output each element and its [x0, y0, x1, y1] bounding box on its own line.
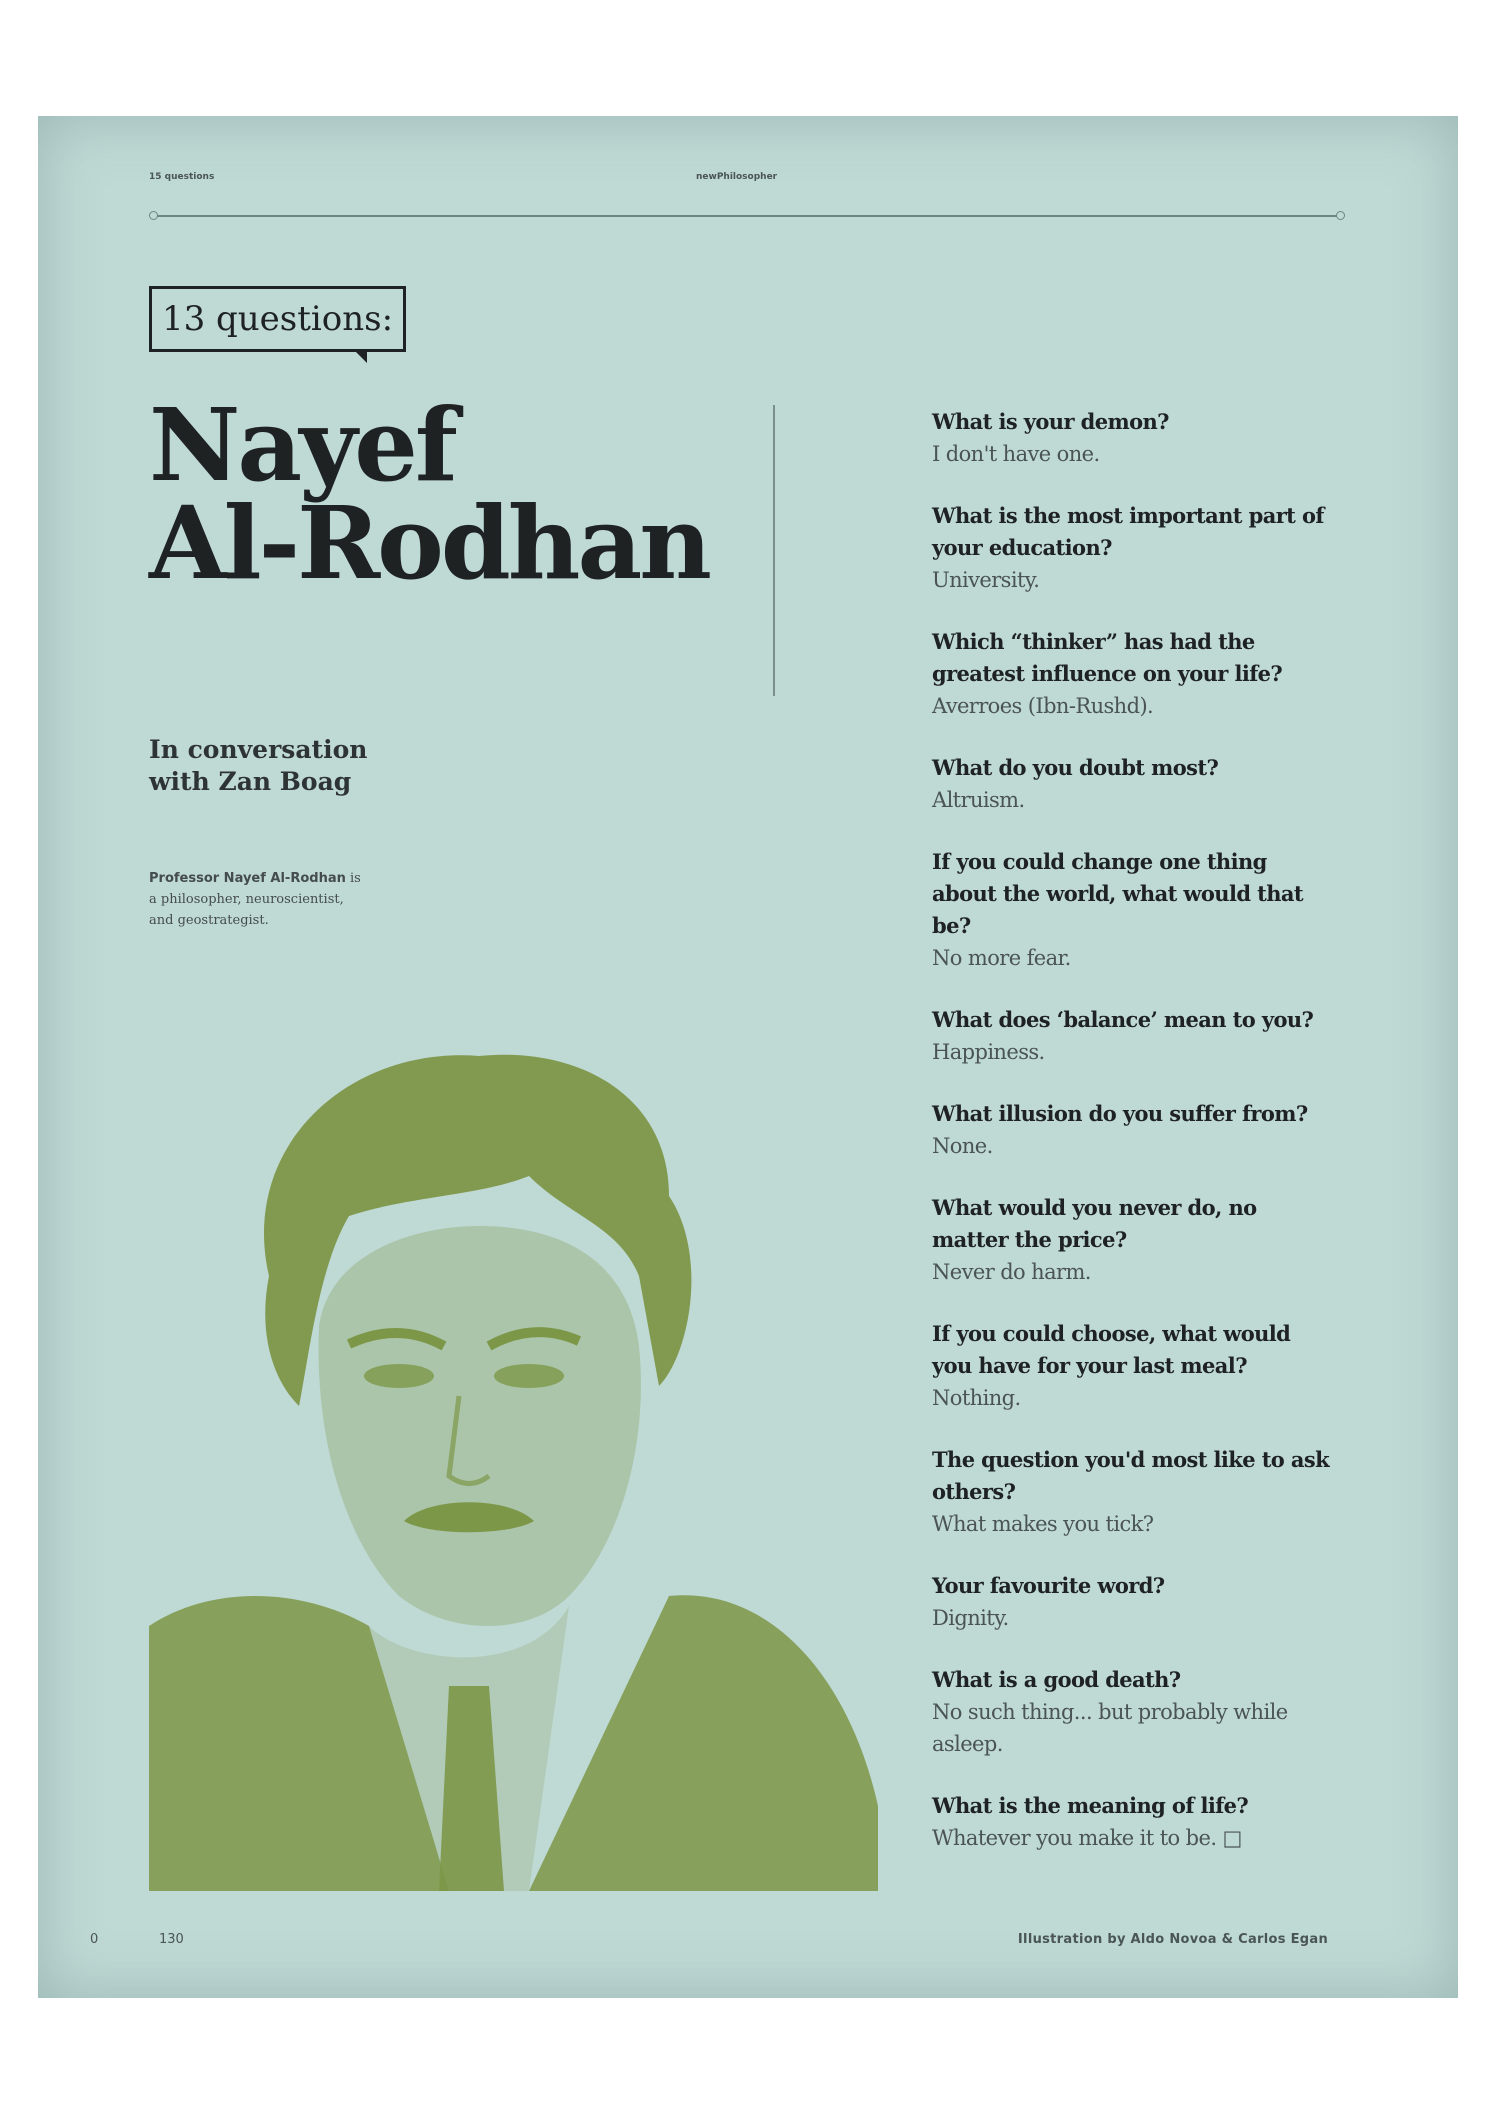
question: The question you'd most like to ask others? [932, 1447, 1330, 1504]
answer: Altruism. [932, 788, 1025, 812]
magazine-page [38, 116, 1458, 1998]
bio-name: Professor Nayef Al-Rodhan [149, 871, 346, 886]
qa-item [932, 1444, 1332, 1540]
question: Which “thinker” has had the greatest influence on your life? [932, 629, 1283, 686]
rule-endpoint-right [1336, 211, 1345, 220]
bio-text: is a philosopher, neuroscientist, and geostrategist. [149, 871, 361, 928]
question: What is a good death? [932, 1667, 1181, 1692]
question: What do you doubt most? [932, 755, 1219, 780]
jacket [149, 1596, 449, 1891]
face [319, 1226, 641, 1626]
question: If you could change one thing about the world, what would that be? [932, 849, 1304, 938]
magazine-header: newPhilosopher [696, 172, 778, 182]
header-rule [155, 215, 1340, 217]
question: What would you never do, no matter the price? [932, 1195, 1257, 1252]
answer: What makes you tick? [932, 1512, 1154, 1536]
qa-item [932, 846, 1332, 974]
section-header: 15 questions [149, 172, 215, 182]
qa-item [932, 406, 1332, 470]
answer: Never do harm. [932, 1260, 1091, 1284]
answer: No such thing... but probably while asleep. [932, 1700, 1288, 1756]
qa-item [932, 1098, 1332, 1162]
title-line-1: Nayef [149, 386, 455, 504]
questions-tag [149, 286, 406, 352]
answer: None. [932, 1134, 993, 1158]
answer: Happiness. [932, 1040, 1045, 1064]
illustration-credit: Illustration by Aldo Novoa & Carlos Egan [1017, 1932, 1328, 1947]
qa-item [932, 1664, 1332, 1760]
answer: Whatever you make it to be. □ [932, 1826, 1242, 1850]
rule-endpoint-left [149, 211, 158, 220]
answer: University. [932, 568, 1040, 592]
qa-item [932, 1790, 1332, 1854]
questions-tag-label: 13 questions: [161, 299, 394, 339]
qa-item [932, 752, 1332, 816]
qa-item [932, 626, 1332, 722]
page-title [149, 386, 710, 602]
bio [149, 868, 369, 931]
question: Your favourite word? [932, 1573, 1165, 1598]
questions-list [932, 406, 1332, 1884]
question: If you could choose, what would you have for your last meal? [932, 1321, 1291, 1378]
qa-item [932, 1318, 1332, 1414]
qa-item [932, 1192, 1332, 1288]
column-divider [773, 405, 775, 696]
byline-line-1: In conversation [149, 735, 368, 764]
question: What is the most important part of your education? [932, 503, 1324, 560]
answer: No more fear. [932, 946, 1071, 970]
answer: Dignity. [932, 1606, 1009, 1630]
qa-item [932, 500, 1332, 596]
title-line-2: Al-Rodhan [149, 484, 710, 602]
question: What is your demon? [932, 409, 1169, 434]
qa-item [932, 1570, 1332, 1634]
portrait-illustration [149, 1026, 878, 1891]
answer: Averroes (Ibn-Rushd). [932, 694, 1154, 718]
question: What is the meaning of life? [932, 1793, 1249, 1818]
byline-line-2: with Zan Boag [149, 767, 352, 796]
question: What does ‘balance’ mean to you? [932, 1007, 1314, 1032]
answer: I don't have one. [932, 442, 1100, 466]
qa-item [932, 1004, 1332, 1068]
answer: Nothing. [932, 1386, 1021, 1410]
page-marker: 0 [90, 1932, 99, 1947]
page-number: 130 [159, 1932, 184, 1947]
question: What illusion do you suffer from? [932, 1101, 1308, 1126]
conversation-byline [149, 734, 367, 798]
